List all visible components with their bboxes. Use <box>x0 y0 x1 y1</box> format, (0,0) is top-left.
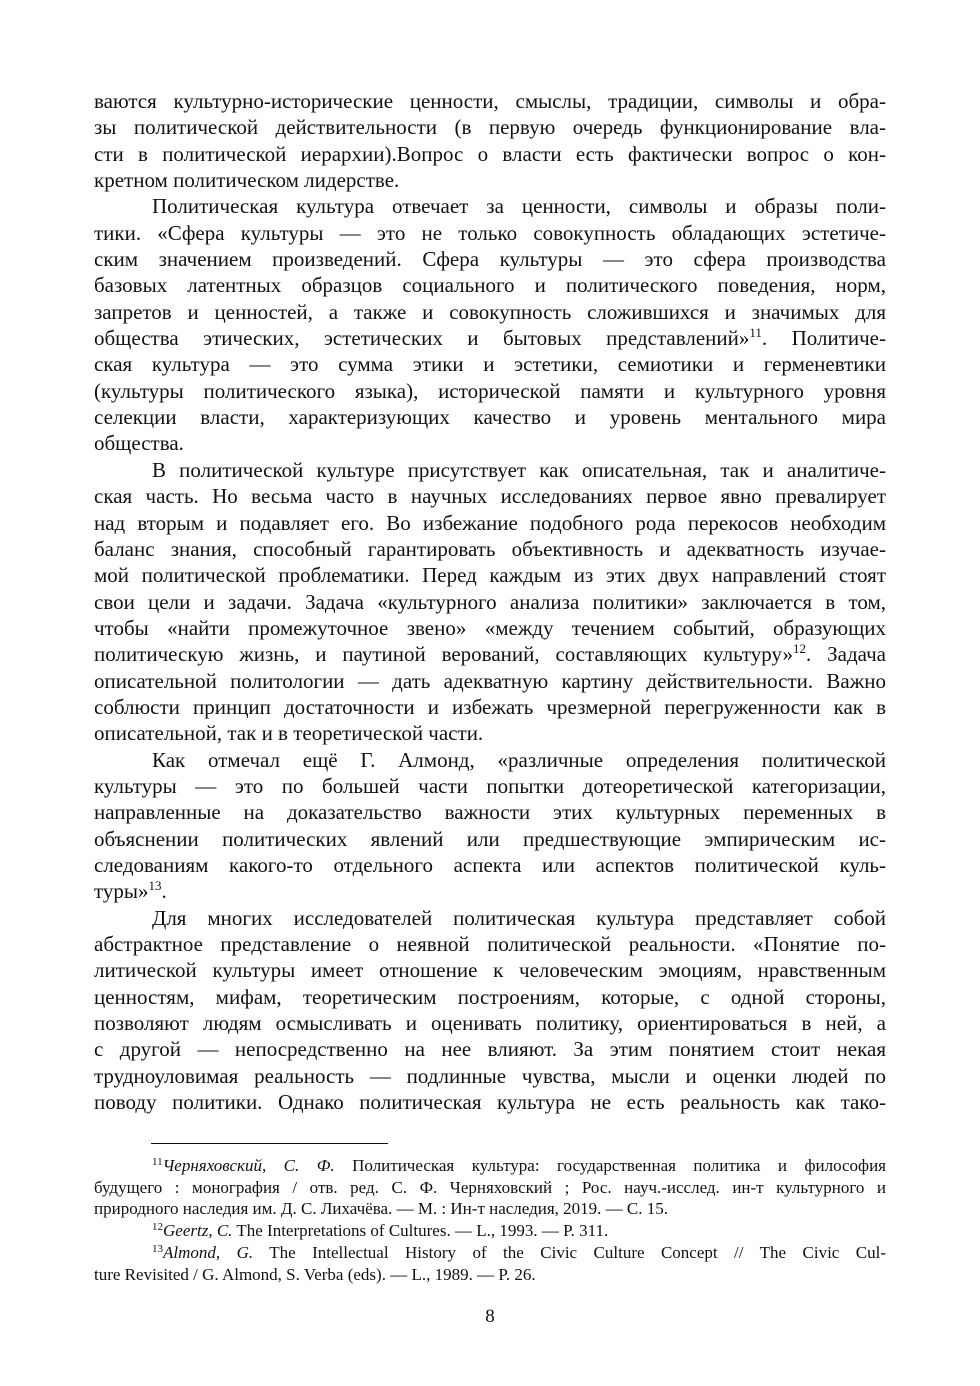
text-line <box>94 747 886 773</box>
footnote-author: Geertz, C. <box>163 1221 233 1241</box>
footnote-author: Almond, G. <box>163 1242 254 1262</box>
line-text: над вторым и подавляет его. Во избежание подобного рода перекосов необходим <box>94 510 886 535</box>
text-line <box>94 1089 886 1115</box>
footnote-text: ture Revisited / G. Almond, S. Verba (eds). — L., 1989. — P. 26. <box>94 1264 536 1284</box>
line-text: кретном политическом лидерстве. <box>94 168 400 193</box>
text-line <box>94 720 886 746</box>
line-text-after: . Задача <box>806 642 886 667</box>
text-line <box>94 167 886 193</box>
line-text: трудноуловимая реальность — подлинные чувства, мысли и оценки людей по <box>94 1063 886 1088</box>
footnote-number: 13 <box>152 1242 163 1255</box>
footnote-line <box>94 1264 886 1286</box>
text-line <box>94 88 886 114</box>
line-text: с другой — непосредственно на нее влияют. За этим понятием стоит некая <box>94 1037 886 1062</box>
text-line <box>94 773 886 799</box>
page-number: 8 <box>485 1306 495 1327</box>
paragraph <box>94 457 886 747</box>
line-text: (культуры политического языка), исторической памяти и культурного уровня <box>94 378 886 403</box>
footnote-number: 12 <box>152 1221 163 1234</box>
line-text-after: . <box>161 879 167 904</box>
line-text: направленные на доказательство важности этих культурных переменных в <box>94 800 886 825</box>
text-line <box>94 1063 886 1089</box>
line-text: тики. «Сфера культуры — это не только совокупность обладающих эстетиче- <box>94 220 886 245</box>
line-text: политическую жизнь, и паутиной верований, составляющих культуру» <box>94 642 793 667</box>
footnote <box>94 1155 886 1220</box>
text-line <box>94 641 886 667</box>
line-text: ваются культурно-исторические ценности, смыслы, традиции, символы и обра- <box>94 89 886 113</box>
paragraph <box>94 193 886 456</box>
footnotes <box>94 1155 886 1285</box>
text-line <box>94 931 886 957</box>
text-line <box>94 536 886 562</box>
footnote-text: природного наследия им. Д. С. Лихачёва. — М. : Ин-т наследия, 2019. — С. 15. <box>94 1199 669 1219</box>
line-text: свои цели и задачи. Задача «культурного анализа политики» заключается в том, <box>94 589 886 614</box>
text-line <box>94 878 886 904</box>
line-text: соблюсти принцип достаточности и избежать чрезмерной перегруженности как в <box>94 694 886 719</box>
footnote-line <box>94 1177 886 1199</box>
text-line <box>94 272 886 298</box>
footnote <box>94 1242 886 1285</box>
text-line <box>94 1010 886 1036</box>
text-line <box>94 404 886 430</box>
line-text: Для многих исследователей политическая культура представляет собой <box>152 905 886 930</box>
body-text <box>94 88 886 1115</box>
footnote-author: Черняховский, С. Ф. <box>162 1156 335 1175</box>
line-text: культуры — это по большей части попытки дотеоретической категоризации, <box>94 773 886 798</box>
line-text: сти в политической иерархии).Вопрос о власти есть фактически вопрос о кон- <box>94 141 886 166</box>
line-text: чтобы «найти промежуточное звено» «между течением событий, образующих <box>94 615 886 640</box>
footnote-text: The Intellectual History of the Civic Culture Concept // The Civic Cul- <box>253 1242 886 1262</box>
line-text: описательной политологии — дать адекватную картину действительности. Важно <box>94 668 886 693</box>
text-line <box>94 220 886 246</box>
text-line <box>94 299 886 325</box>
footnote-text: The Interpretations of Cultures. — L., 1993. — P. 311. <box>232 1221 609 1241</box>
paragraph <box>94 88 886 193</box>
text-line <box>94 193 886 219</box>
text-line <box>94 351 886 377</box>
line-text: базовых латентных образцов социального и политического поведения, норм, <box>94 273 886 298</box>
text-line <box>94 615 886 641</box>
line-text: туры» <box>94 879 149 904</box>
line-text: поводу политики. Однако политическая культура не есть реальность как тако- <box>94 1090 886 1115</box>
text-line <box>94 852 886 878</box>
footnote-line <box>94 1155 886 1177</box>
line-text: общества. <box>94 431 184 456</box>
footnote-number: 11 <box>152 1156 163 1168</box>
text-line <box>94 984 886 1010</box>
footnote-ref: 12 <box>793 641 806 657</box>
line-text: общества этических, эстетических и бытовых представлений» <box>94 326 750 351</box>
line-text: литической культуры имеет отношение к человеческим эмоциям, нравственным <box>94 958 886 983</box>
text-line <box>94 510 886 536</box>
line-text: мой политической проблематики. Перед каждым из этих двух направлений стоят <box>94 563 886 588</box>
text-line <box>94 589 886 615</box>
line-text: абстрактное представление о неявной политической реальности. «Понятие по- <box>94 932 886 956</box>
line-text: позволяют людям осмысливать и оценивать политику, ориентироваться в ней, а <box>94 1011 886 1036</box>
line-text: ским значением произведений. Сфера культуры — это сфера производства <box>94 247 886 272</box>
text-line <box>94 430 886 456</box>
footnote-ref: 13 <box>148 878 162 894</box>
text-line <box>94 141 886 167</box>
text-line <box>94 957 886 983</box>
text-line <box>94 562 886 588</box>
line-text: баланс знания, способный гарантировать объективность и адекватность изучае- <box>94 536 886 561</box>
line-text: следованиям какого-то отдельного аспекта или аспектов политической куль- <box>94 852 886 877</box>
line-text: селекции власти, характеризующих качество и уровень ментального мира <box>94 405 886 430</box>
line-text: описательной, так и в теоретической части. <box>94 721 484 746</box>
text-line <box>94 246 886 272</box>
text-line <box>94 826 886 852</box>
text-line <box>94 905 886 931</box>
line-text: Как отмечал ещё Г. Алмонд, «различные определения политической <box>152 747 886 772</box>
paragraph <box>94 905 886 1116</box>
text-line <box>94 694 886 720</box>
footnote-line <box>94 1220 886 1242</box>
footnote-line <box>94 1198 886 1220</box>
footnote <box>94 1220 886 1242</box>
footnote-line <box>94 1242 886 1264</box>
footnote-text: Политическая культура: государственная политика и философия <box>334 1156 886 1175</box>
line-text: Политическая культура отвечает за ценности, символы и образы поли- <box>152 194 886 219</box>
footnote-text: будущего : монография / отв. ред. С. Ф. Черняховский ; Рос. науч.-исслед. ин-т культурного и <box>94 1177 886 1197</box>
text-line <box>94 325 886 351</box>
text-line <box>94 114 886 140</box>
text-line <box>94 378 886 404</box>
paragraph <box>94 747 886 905</box>
line-text: ценностям, мифам, теоретическим построениям, которые, с одной стороны, <box>94 984 886 1009</box>
text-line <box>94 457 886 483</box>
footnote-separator <box>151 1143 388 1144</box>
footnote-ref: 11 <box>749 325 762 341</box>
line-text-after: . Политиче- <box>761 326 886 351</box>
line-text: зы политической действительности (в первую очередь функционирование вла- <box>94 115 886 140</box>
line-text: В политической культуре присутствует как описательная, так и аналитиче- <box>152 457 886 482</box>
line-text: ская часть. Но весьма часто в научных исследованиях первое явно превалирует <box>94 484 886 509</box>
line-text: запретов и ценностей, а также и совокупность сложившихся и значимых для <box>94 299 886 324</box>
line-text: ская культура — это сумма этики и эстетики, семиотики и герменевтики <box>94 352 886 377</box>
text-line <box>94 1036 886 1062</box>
text-line <box>94 668 886 694</box>
text-line <box>94 799 886 825</box>
line-text: объяснении политических явлений или предшествующие эмпирическим ис- <box>94 826 886 851</box>
text-line <box>94 483 886 509</box>
